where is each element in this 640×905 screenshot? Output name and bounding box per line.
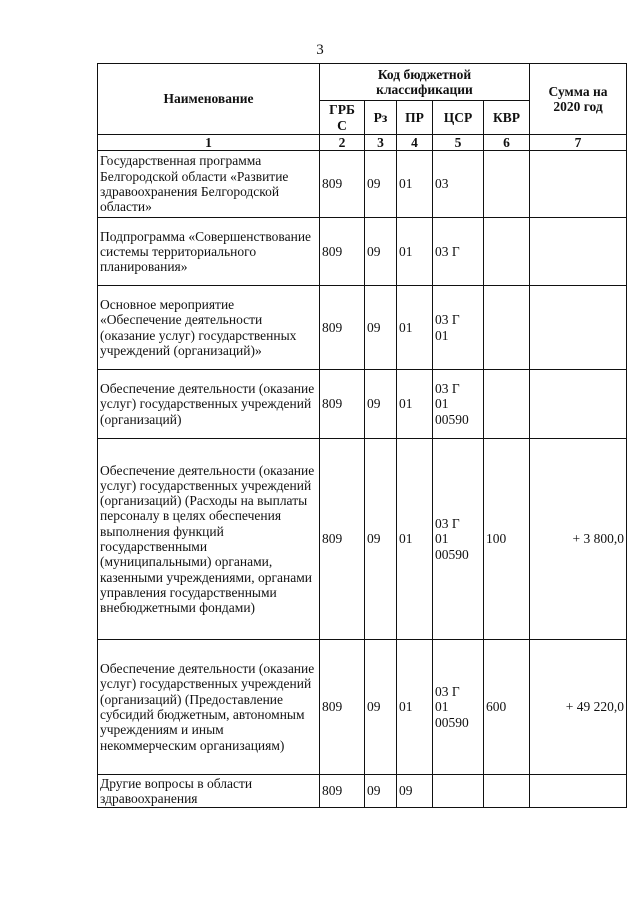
row-rz: 09 (365, 286, 397, 370)
row-csr-part: 01 (435, 531, 449, 547)
row-csr-part: 00590 (435, 714, 469, 730)
row-csr (433, 640, 484, 775)
row-csr-part: 03 Г (435, 684, 460, 700)
row-csr-part: 01 (435, 396, 449, 412)
row-name: Государственная программа Белгородской области «Развитие здравоохранения Белгородской области» (98, 151, 320, 218)
row-pr: 09 (397, 775, 433, 808)
row-kvr (484, 218, 530, 286)
row-kvr (484, 151, 530, 218)
row-name: Подпрограмма «Совершенствование системы территориального планирования» (98, 218, 320, 286)
table-row (98, 640, 627, 775)
column-number: 2 (320, 135, 365, 151)
header-grbs: ГРБС (320, 101, 365, 135)
row-grbs: 809 (320, 640, 365, 775)
header-csr: ЦСР (433, 101, 484, 135)
row-sum (530, 286, 627, 370)
row-sum: + 49 220,0 (530, 640, 627, 775)
row-sum (530, 370, 627, 439)
row-csr (433, 151, 484, 218)
row-csr (433, 286, 484, 370)
table-row (98, 775, 627, 808)
table-row (98, 218, 627, 286)
row-grbs: 809 (320, 218, 365, 286)
row-csr-part: 03 Г (435, 312, 460, 328)
row-csr-part: 00590 (435, 411, 469, 427)
row-kvr (484, 775, 530, 808)
row-rz: 09 (365, 775, 397, 808)
header-pr: ПР (397, 101, 433, 135)
row-rz: 09 (365, 151, 397, 218)
column-number: 5 (433, 135, 484, 151)
row-name: Основное мероприятие «Обеспечение деятельности (оказание услуг) государственных учреждений (организаций)» (98, 286, 320, 370)
row-grbs: 809 (320, 151, 365, 218)
row-rz: 09 (365, 439, 397, 640)
row-pr: 01 (397, 218, 433, 286)
table-row (98, 286, 627, 370)
row-pr: 01 (397, 640, 433, 775)
page-number: 3 (316, 42, 324, 58)
row-csr-part: 01 (435, 327, 449, 343)
row-csr-part: 03 Г (435, 516, 460, 532)
row-csr-part: 03 Г (435, 243, 460, 259)
row-pr: 01 (397, 151, 433, 218)
header-name: Наименование (98, 64, 320, 135)
row-csr (433, 439, 484, 640)
column-number: 4 (397, 135, 433, 151)
table-row (98, 439, 627, 640)
header-code-group: Код бюджетной классификации (320, 64, 530, 101)
column-number: 3 (365, 135, 397, 151)
row-rz: 09 (365, 218, 397, 286)
row-rz: 09 (365, 370, 397, 439)
table-row (98, 151, 627, 218)
column-number: 6 (484, 135, 530, 151)
column-number: 7 (530, 135, 627, 151)
row-csr (433, 775, 484, 808)
row-name: Обеспечение деятельности (оказание услуг) государственных учреждений (организаций) (Расходы на выплаты персоналу в целях обеспечения выполнения функций государственными (муниципальными) органами, казенными учреждениями, органами управления государственными внебюджетными фондами) (98, 439, 320, 640)
row-csr (433, 370, 484, 439)
header-kvr: КВР (484, 101, 530, 135)
row-csr-part: 03 (435, 176, 449, 192)
row-kvr (484, 370, 530, 439)
header-rz: Рз (365, 101, 397, 135)
row-pr: 01 (397, 370, 433, 439)
row-sum (530, 775, 627, 808)
row-grbs: 809 (320, 775, 365, 808)
row-grbs: 809 (320, 439, 365, 640)
row-rz: 09 (365, 640, 397, 775)
header-sum: Сумма на 2020 год (530, 64, 627, 135)
row-pr: 01 (397, 439, 433, 640)
row-csr-part: 00590 (435, 546, 469, 562)
row-name: Обеспечение деятельности (оказание услуг) государственных учреждений (организаций) (Предоставление субсидий бюджетным, автономным учреждениям и иным некоммерческим организациям) (98, 640, 320, 775)
row-pr: 01 (397, 286, 433, 370)
row-name: Другие вопросы в области здравоохранения (98, 775, 320, 808)
row-grbs: 809 (320, 286, 365, 370)
row-csr-part: 03 Г (435, 381, 460, 397)
row-kvr (484, 286, 530, 370)
row-sum (530, 151, 627, 218)
row-sum: + 3 800,0 (530, 439, 627, 640)
row-csr-part: 01 (435, 699, 449, 715)
row-sum (530, 218, 627, 286)
budget-table (97, 63, 627, 808)
row-name: Обеспечение деятельности (оказание услуг) государственных учреждений (организаций) (98, 370, 320, 439)
row-grbs: 809 (320, 370, 365, 439)
row-kvr: 600 (484, 640, 530, 775)
row-csr (433, 218, 484, 286)
column-number: 1 (98, 135, 320, 151)
table-row (98, 370, 627, 439)
row-kvr: 100 (484, 439, 530, 640)
